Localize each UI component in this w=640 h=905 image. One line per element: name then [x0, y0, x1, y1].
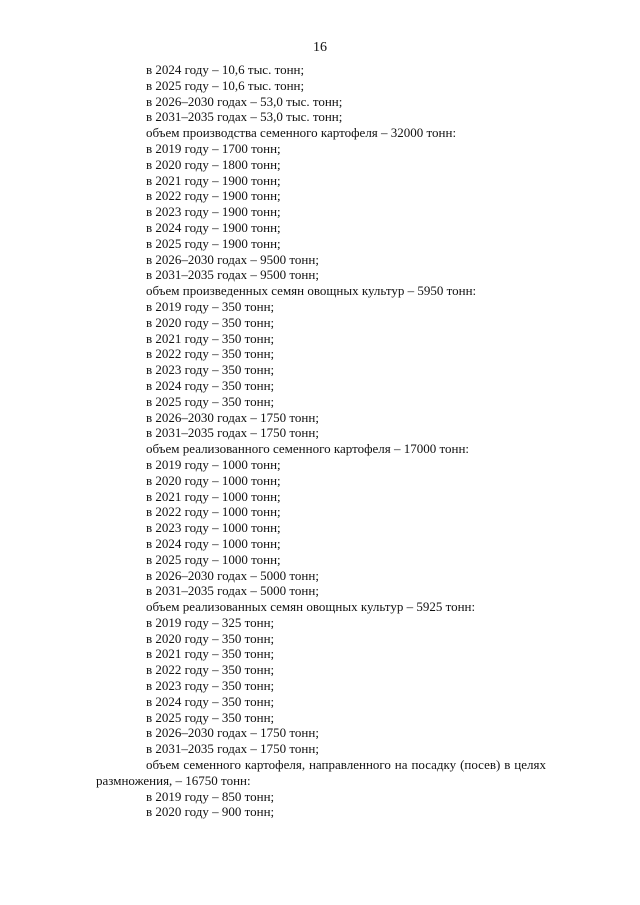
text-line: в 2022 году – 350 тонн; — [146, 346, 275, 362]
text-line: в 2026–2030 годах – 1750 тонн; — [146, 725, 319, 741]
text-line: в 2024 году – 1000 тонн; — [146, 535, 281, 551]
text-line: объем произведенных семян овощных культур – 5950 тонн: — [146, 283, 477, 299]
text-line: в 2022 году – 1900 тонн; — [146, 188, 281, 204]
text-line: в 2019 году – 850 тонн; — [146, 788, 275, 804]
page-number: 16 — [313, 40, 327, 55]
text-line: в 2026–2030 годах – 1750 тонн; — [146, 409, 319, 425]
text-line: в 2022 году – 1000 тонн; — [146, 504, 281, 520]
text-line: в 2021 году – 350 тонн; — [146, 330, 275, 346]
text-line: объем производства семенного картофеля – 32000 тонн: — [146, 125, 457, 141]
paragraph-seed-potato-planting: объем семенного картофеля, направленного на посадку (посев) в целях размножения, – 16750 тонн: — [96, 757, 546, 788]
text-line: в 2026–2030 годах – 5000 тонн; — [146, 567, 319, 583]
text-line: в 2020 году – 350 тонн; — [146, 314, 275, 330]
text-line: в 2020 году – 900 тонн; — [146, 804, 275, 820]
text-line: в 2019 году – 1700 тонн; — [146, 140, 281, 156]
text-line: в 2019 году – 325 тонн; — [146, 614, 275, 630]
text-line: в 2023 году – 350 тонн; — [146, 362, 275, 378]
text-line: в 2021 году – 350 тонн; — [146, 646, 275, 662]
text-line: в 2024 году – 10,6 тыс. тонн; — [146, 62, 305, 77]
text-line: в 2025 году – 1000 тонн; — [146, 551, 281, 567]
text-line: в 2019 году – 350 тонн; — [146, 298, 275, 314]
text-line: в 2026–2030 годах – 53,0 тыс. тонн; — [146, 93, 343, 109]
text-line: в 2031–2035 годах – 5000 тонн; — [146, 583, 319, 599]
text-line: в 2023 году – 1900 тонн; — [146, 204, 281, 220]
text-line: в 2023 году – 350 тонн; — [146, 678, 275, 694]
text-line: объем реализованного семенного картофеля – 17000 тонн: — [146, 441, 470, 457]
text-line: в 2021 году – 1000 тонн; — [146, 488, 281, 504]
text-line: в 2021 году – 1900 тонн; — [146, 172, 281, 188]
text-line: в 2031–2035 годах – 9500 тонн; — [146, 267, 319, 283]
text-line: в 2023 году – 1000 тонн; — [146, 520, 281, 536]
text-line: в 2026–2030 годах – 9500 тонн; — [146, 251, 319, 267]
text-line: в 2025 году – 350 тонн; — [146, 709, 275, 725]
list-block-a — [0, 62, 640, 757]
text-line: в 2024 году – 1900 тонн; — [146, 219, 281, 235]
text-line: в 2031–2035 годах – 1750 тонн; — [146, 741, 319, 757]
text-line: в 2020 году – 350 тонн; — [146, 630, 275, 646]
text-line: в 2020 году – 1800 тонн; — [146, 156, 281, 172]
text-line: в 2024 году – 350 тонн; — [146, 693, 275, 709]
text-line: в 2025 году – 1900 тонн; — [146, 235, 281, 251]
text-line: в 2024 году – 350 тонн; — [146, 377, 275, 393]
text-line: в 2025 году – 10,6 тыс. тонн; — [146, 77, 305, 93]
text-line: объем реализованных семян овощных культур – 5925 тонн: — [146, 599, 476, 615]
document-body — [0, 62, 640, 820]
text-line: в 2025 году – 350 тонн; — [146, 393, 275, 409]
text-line: в 2022 году – 350 тонн; — [146, 662, 275, 678]
text-line: в 2019 году – 1000 тонн; — [146, 456, 281, 472]
text-line: в 2031–2035 годах – 1750 тонн; — [146, 425, 319, 441]
list-block-b — [0, 789, 640, 821]
text-line: в 2031–2035 годах – 53,0 тыс. тонн; — [146, 109, 343, 125]
text-line: в 2020 году – 1000 тонн; — [146, 472, 281, 488]
